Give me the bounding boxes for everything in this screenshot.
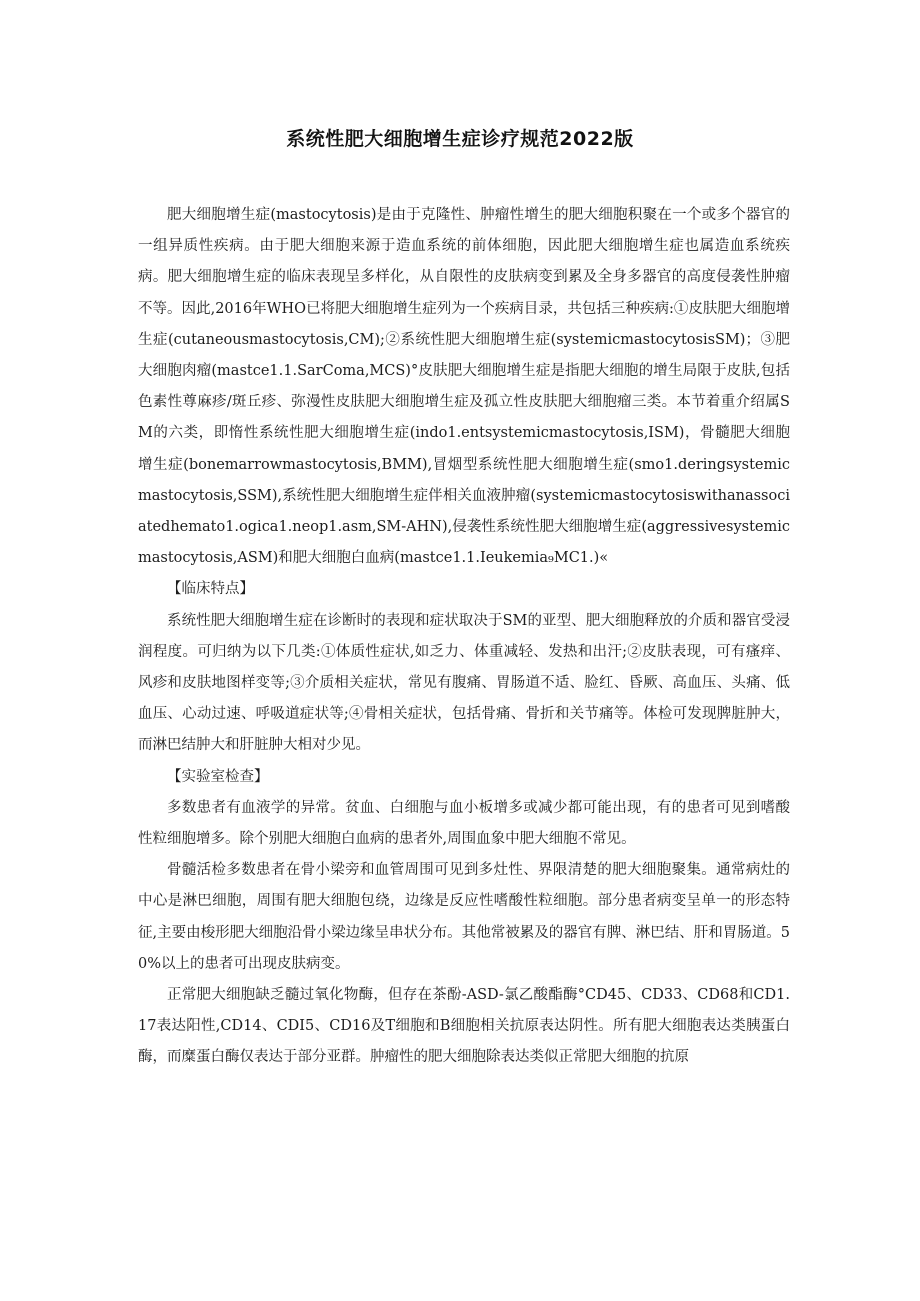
lab-paragraph-bone-marrow: 骨髓活检多数患者在骨小梁旁和血管周围可见到多灶性、界限清楚的肥大细胞聚集。通常病灶的中心是淋巴细胞，周围有肥大细胞包绕，边缘是反应性嗜酸性粒细胞。部分患者病变呈单一的形态特征,主要由梭形肥大细胞沿骨小梁边缘呈串状分布。其他常被累及的器官有脾、淋巴结、肝和胃肠道。50%以上的患者可出现皮肤病变。: [138, 862, 790, 972]
page-title: 系统性肥大细胞增生症诊疗规范2022版: [286, 128, 634, 150]
lab-tests-heading: 【实验室检查】: [167, 768, 269, 785]
document-body: [138, 200, 790, 1074]
lab-paragraph-blood: 多数患者有血液学的异常。贫血、白细胞与血小板增多或减少都可能出现，有的患者可见到嗜酸性粒细胞增多。除个别肥大细胞白血病的患者外,周围血象中肥大细胞不常见。: [138, 799, 790, 848]
clinical-features-paragraph: 系统性肥大细胞增生症在诊断时的表现和症状取决于SM的亚型、肥大细胞释放的介质和器官受浸润程度。可归纳为以下几类:①体质性症状,如乏力、体重减轻、发热和出汗;②皮肤表现，可有瘙痒、风疹和皮肤地图样变等;③介质相关症状，常见有腹痛、胃肠道不适、脸红、昏厥、高血压、头痛、低血压、心动过速、呼吸道症状等;④骨相关症状，包括骨痛、骨折和关节痛等。体检可发现脾脏肿大，而淋巴结肿大和肝脏肿大相对少见。: [138, 612, 790, 754]
intro-paragraph: 肥大细胞增生症(mastocytosis)是由于克隆性、肿瘤性增生的肥大细胞积聚在一个或多个器官的一组异质性疾病。由于肥大细胞来源于造血系统的前体细胞，因此肥大细胞增生症也属造血系统疾病。肥大细胞增生症的临床表现呈多样化，从自限性的皮肤病变到累及全身多器官的高度侵袭性肿瘤不等。因此,2016年WHO已将肥大细胞增生症列为一个疾病目录，共包括三种疾病:①皮肤肥大细胞增生症(cutaneousmastocytosis,CM);②系统性肥大细胞增生症(systemicmastocytosisSM)；③肥大细胞肉瘤(mastce1.1.SarComa,MCS)°皮肤肥大细胞增生症是指肥大细胞的增生局限于皮肤,包括色素性尊麻疹/斑丘疹、弥漫性皮肤肥大细胞增生症及孤立性皮肤肥大细胞瘤三类。本节着重介绍属SM的六类，即惰性系统性肥大细胞增生症(indo1.entsystemicmastocytosis,ISM)，骨髓肥大细胞增生症(bonemarrowmastocytosis,BMM),冒烟型系统性肥大细胞增生症(smo1.deringsystemicmastocytosis,SSM),系统性肥大细胞增生症伴相关血液肿瘤(systemicmastocytosiswithanassociatedhemato1.ogica1.neop1.asm,SM-AHN),侵袭性系统性肥大细胞增生症(aggressivesystemicmastocytosis,ASM)和肥大细胞白血病(mastce1.1.Ieukemia₉MC1.)«: [138, 207, 790, 567]
lab-paragraph-immunophenotype: 正常肥大细胞缺乏髓过氧化物酶，但存在茶酚-ASD-氯乙酸酯酶°CD45、CD33、CD68和CD1.17表达阳性,CD14、CDI5、CD16及T细胞和B细胞相关抗原表达阴性。所有肥大细胞表达类胰蛋白酶，而糜蛋白酶仅表达于部分亚群。肿瘤性的肥大细胞除表达类似正常肥大细胞的抗原: [138, 987, 790, 1066]
clinical-features-heading: 【临床特点】: [167, 581, 254, 598]
